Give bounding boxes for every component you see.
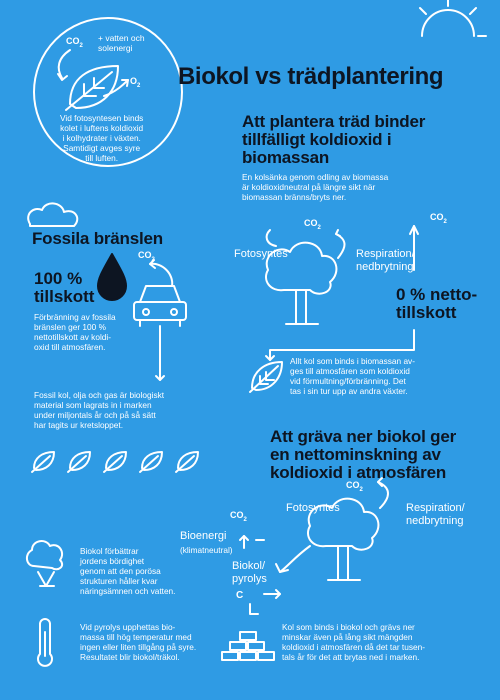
biochar-co2-top [346,480,363,494]
page-title: Biokol vs trädplantering [178,63,444,90]
biochar-respiration: Respiration/ nedbrytning [406,502,465,527]
biochar-heading: Att gräva ner biokol ger en nettominskning av koldioxid i atmosfären [270,427,457,482]
fossil-big: 100 % tillskott [34,269,95,306]
o2-text: O [130,76,138,86]
biochar-co2-top-sub: 2 [359,486,363,493]
fossil-heading: Fossila bränslen [32,229,163,248]
trees-co2-right [430,212,447,226]
trees-heading: Att plantera träd binder tillfälligt koldioxid i biomassan [242,112,426,167]
biochar-bioenergy: Bioenergi [180,530,227,542]
trees-respiration: Respiration/ nedbrytning [356,248,415,273]
bricks-icon [222,632,274,660]
biochar-co2-top-text: CO [346,480,360,490]
trees-text2: Allt kol som binds i biomassan av- ges till atmosfären som koldioxid vid förmultning/förbränning. Det tas i sin tur upp av andra växter. [290,356,415,397]
thermometer-icon [38,619,52,666]
trees-big: 0 % netto- tillskott [396,285,478,322]
trees-co2-left [304,218,321,232]
leaf-icon [66,66,118,110]
biochar-co2-left-sub: 2 [243,516,247,523]
trees-co2-right-text: CO [430,212,444,222]
o2-sub: 2 [137,82,141,89]
biochar-carbon: C [236,590,244,601]
biochar-co2-left-text: CO [230,510,244,520]
o2-label [130,76,140,90]
trees-co2-left-text: CO [304,218,318,228]
trees-photosynthesis: Fotosyntes [234,248,288,260]
biochar-photosynthesis: Fotosyntes [286,502,340,514]
photosynthesis-inputs: + vatten och solenergi [98,33,145,54]
fossil-co2-text: CO [138,250,152,260]
oil-drop-icon [98,254,126,300]
arrow-co2-to-leaf [59,50,70,78]
biochar-pyrolysis: Biokol/ pyrolys [232,560,267,585]
potted-cloud-icon [27,541,62,586]
sun-icon [420,0,486,36]
fossil-text2: Fossil kol, olja och gas är biologiskt material som lagrats in i marken under miljontals år och på så sätt har tagits ur kretsloppet. [34,390,165,431]
leaf-row [32,452,198,472]
co2-text: CO [66,36,80,46]
trees-co2-right-sub: 2 [443,218,447,225]
photosynthesis-text: Vid fotosyntesen binds kolet i luftens koldioxid i kolhydrater i växten. Samtidigt avges syre till luften. [60,113,144,164]
fossil-text1: Förbränning av fossila bränslen ger 100 % nettotillskott av koldi- oxid till atmosfären. [34,312,116,353]
biochar-co2-left [230,510,247,524]
co2-sub: 2 [79,42,83,49]
trees-text: En kolsänka genom odling av biomassa är koldioxidneutral på längre sikt när biomassan bränns/bryts ner. [242,172,389,203]
co2-label [66,36,83,50]
soil-text1: Biokol förbättrar jordens bördighet genom att den porösa strukturen håller kvar näringsämnen och vatten. [80,546,176,597]
biochar-text: Kol som binds i biokol och grävs ner minskar även på lång sikt mängden koldioxid i atmosfären då det tar tusen- tals år för det att brytas ned i marken. [282,622,425,663]
leaf-icon-2 [250,362,282,392]
fossil-co2 [138,250,155,264]
car-icon [134,286,186,326]
trees-co2-left-sub: 2 [317,224,321,231]
fossil-co2-sub: 2 [151,256,155,263]
biochar-climate-neutral: (klimatneutral) [180,545,233,555]
soil-text2: Vid pyrolys upphettas bio- massa till hög temperatur med ingen eller liten tillgång på syre. Resultatet blir biokol/träkol. [80,622,197,663]
